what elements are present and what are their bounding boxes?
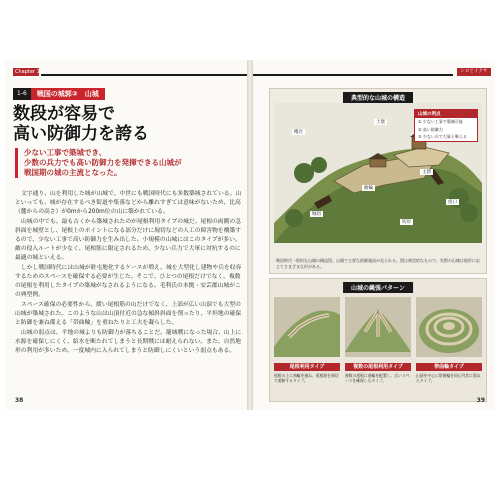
legend-item: ① 少ない工事で築城可能 — [418, 119, 463, 124]
pattern-desc: 山頂を中心に帯曲輪を同心円状に重ねたタイプ。 — [416, 373, 481, 383]
legend-item: ③ 少ない兵で大軍と戦える — [418, 134, 467, 139]
pattern-card — [416, 297, 482, 383]
header-tab: シロとイクサ — [457, 68, 491, 76]
header-rule — [253, 74, 453, 76]
castle-patterns-panel — [269, 278, 487, 402]
callout-label: 土塁 — [376, 120, 385, 125]
header-rule — [41, 74, 247, 76]
left-page-header — [5, 68, 247, 78]
chapter-tab-label: Chapter 1 — [15, 69, 40, 75]
pattern-desc: 尾根の上に曲輪を連ね、尾根筋を堀切で遮断するタイプ。 — [274, 373, 339, 383]
lead-text — [15, 148, 249, 178]
legend-item: ② 高い防御力 — [418, 126, 443, 132]
section-number: 1-6 — [13, 88, 31, 100]
body-paragraph: 文字通り、山を利用した城が山城で、中世にも戦国時代にも多数築城されている。山といっても、城が存在するべき街道や集落などから離れすぎては意味がないため、比高（麓からの高さ）が0mから200m位の山に築かれている。 — [15, 191, 242, 215]
body-paragraph: 山城の中でも、最も古くから築城されたのが尾根利用タイプの城だ。尾根の両側の急斜面を城壁とし、尾根上のポイントになる部分だけに堀切などの人工の障害物を構築するので、少ない工事で高い防御力を生み出した。小規模の山城にはこのタイプが多い。敵の侵入ルートが少なく、尾根筋に限定されるため、少ない兵力で大軍に対抗するのに最適の城といえる。 — [15, 219, 242, 261]
callout-label: 曲輪 — [364, 186, 373, 191]
lead-line: 戦国期の城の主流となった。 — [24, 168, 122, 177]
body-paragraph: しかし戦国時代には山城が駐屯地化するケースが増え、城を大型化し建物や兵を収容するためのスペースを確保する必要が生じた。そこで、ひとつの尾根だけでなく、複数の尾根を利用したタイプの築城がなされるようになる。毛利氏の本拠・安芸郡山城がこの典型例。 — [15, 265, 242, 298]
pattern-desc: 複数の尾根に曲輪を配置し、広いスペースを確保したタイプ。 — [345, 373, 410, 383]
pattern-label: 複数の尾根利用タイプ — [345, 363, 411, 371]
advantages-legend — [414, 109, 478, 142]
headline-line-1: 数段が容易で — [13, 104, 115, 124]
section-heading-bar — [13, 88, 105, 100]
section-title: 戦国の城郭② 山城 — [31, 88, 105, 100]
left-page — [5, 60, 247, 410]
pattern-card — [345, 297, 411, 383]
callout-label: 虎口 — [448, 200, 457, 205]
legend-title: 山城の利点 — [415, 110, 477, 118]
ridge-type-illustration — [274, 297, 340, 357]
castle-structure-figure — [269, 88, 487, 274]
callout-label: 主郭 — [422, 170, 431, 175]
callout-label: 堀切 — [312, 212, 321, 217]
headline-line-2: 高い防御力を誇る — [13, 124, 149, 144]
pattern-label: 尾根利用タイプ — [274, 363, 340, 371]
figure-caption: 戦国時代一般的な山城の構造図。山城で主要な防御施設が見られる。図は典型的なもので、実際の山城は地形に応じてさまざまな形がある。 — [276, 258, 480, 269]
multi-ridge-type-illustration — [345, 297, 411, 357]
page-number-left: 38 — [15, 397, 24, 404]
lead-line: 少数の兵力でも高い防御力を発揮できる山城が — [24, 158, 182, 167]
belt-enclosure-type-illustration — [416, 297, 482, 357]
callout-label: 櫓台 — [294, 130, 303, 135]
body-paragraph: スペース確保の必要性から、緩い尾根筋の山だけでなく、上部が広い山頂でも大型の山城が築城された。このような山は山頂付近の急な傾斜斜面を削ったり、平坦地の確保と防御を兼ね備える「帯曲輪」を重ねたりと工夫を凝らした。 — [15, 302, 242, 326]
patterns-title: 山城の縄張パターン — [343, 282, 413, 293]
body-text — [15, 190, 243, 357]
right-page-header — [253, 68, 495, 78]
page-number-right: 39 — [476, 397, 485, 404]
callout-label: 切岸 — [402, 220, 411, 225]
headline — [13, 104, 243, 144]
pattern-label: 帯曲輪タイプ — [416, 363, 482, 371]
body-paragraph: 山城の弱点は、平地の城よりも防御力が落ちることだ。籠城戦になった場合、山上に水源を確保しにくく、給水を断たれてしまうと長期戦には耐えられない。また、自然地形の利用が多いため、一度城内に入られてしまうと防御しにくいという弱点もある。 — [15, 330, 242, 354]
lead-line: 少ない工事で築城でき、 — [24, 148, 107, 157]
figure-title: 典型的な山城の構造 — [343, 92, 413, 103]
pattern-card — [274, 297, 340, 383]
right-page — [253, 60, 495, 410]
